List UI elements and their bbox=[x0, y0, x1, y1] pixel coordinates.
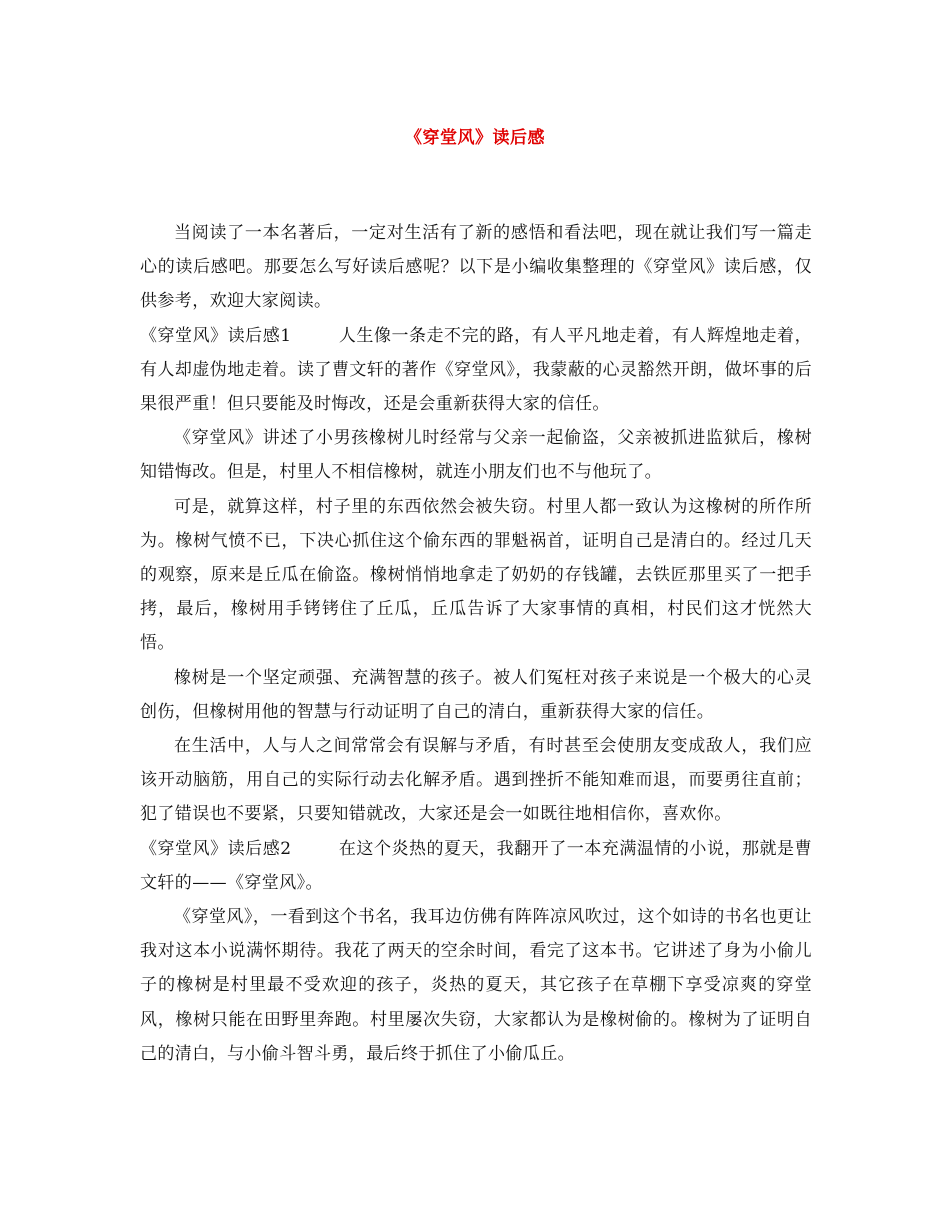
paragraph-intro: 当阅读了一本名著后，一定对生活有了新的感悟和看法吧，现在就让我们写一篇走心的读后感吧。那要怎么写好读后感呢？以下是小编收集整理的《穿堂风》读后感，仅供参考，欢迎大家阅读。 bbox=[140, 223, 812, 312]
paragraph-theft: 可是，就算这样，村子里的东西依然会被失窃。村里人都一致认为这橡树的所作所为。橡树气愤不已，下决心抓住这个偷东西的罪魁祸首，证明自己是清白的。经过几天的观察，原来是丘瓜在偷盗。橡树悄悄地拿走了奶奶的存钱罐，去铁匠那里买了一把手拷，最后，橡树用手铐铐住了丘瓜，丘瓜告诉了大家事情的真相，村民们这才恍然大悟。 bbox=[140, 496, 812, 654]
document-title: 《穿堂风》读后感 bbox=[405, 128, 545, 148]
paragraph-reflection: 在生活中，人与人之间常常会有误解与矛盾，有时甚至会使朋友变成敌人，我们应该开动脑筋，用自己的实际行动去化解矛盾。遇到挫折不能知难而退，而要勇往直前；犯了错误也不要紧，只要知错就改，大家还是会一如既往地相信你，喜欢你。 bbox=[140, 736, 812, 825]
section-2-paragraph bbox=[140, 832, 812, 900]
section-1-text: 人生像一条走不完的路，有人平凡地走着，有人辉煌地走着，有人却虚伪地走着。读了曹文轩的著作《穿堂风》，我蒙蔽的心灵豁然开朗，做坏事的后果很严重！但只要能及时悔改，还是会重新获得大家的信任。 bbox=[140, 325, 812, 415]
paragraph-character: 橡树是一个坚定顽强、充满智慧的孩子。被人们冤枉对孩子来说是一个极大的心灵创伤，但橡树用他的智慧与行动证明了自己的清白，重新获得大家的信任。 bbox=[140, 667, 812, 722]
section-2-text: 在这个炎热的夏天，我翻开了一本充满温情的小说，那就是曹文轩的——《穿堂风》。 bbox=[140, 838, 812, 893]
section-2-label: 《穿堂风》读后感2 bbox=[140, 838, 292, 859]
paragraph-book-intro: 《穿堂风》，一看到这个书名，我耳边仿佛有阵阵凉风吹过，这个如诗的书名也更让我对这本小说满怀期待。我花了两天的空余时间，看完了这本书。它讲述了身为小偷儿子的橡树是村里最不受欢迎的孩子，炎热的夏天，其它孩子在草棚下享受凉爽的穿堂风，橡树只能在田野里奔跑。村里屡次失窃，大家都认为是橡树偷的。橡树为了证明自己的清白，与小偷斗智斗勇，最后终于抓住了小偷瓜丘。 bbox=[140, 907, 812, 1064]
section-1-label: 《穿堂风》读后感1 bbox=[140, 325, 292, 346]
paragraph-summary: 《穿堂风》讲述了小男孩橡树儿时经常与父亲一起偷盗，父亲被抓进监狱后，橡树知错悔改。但是，村里人不相信橡树，就连小朋友们也不与他玩了。 bbox=[140, 428, 812, 483]
document-body bbox=[140, 216, 812, 1071]
section-1-paragraph bbox=[140, 319, 812, 422]
